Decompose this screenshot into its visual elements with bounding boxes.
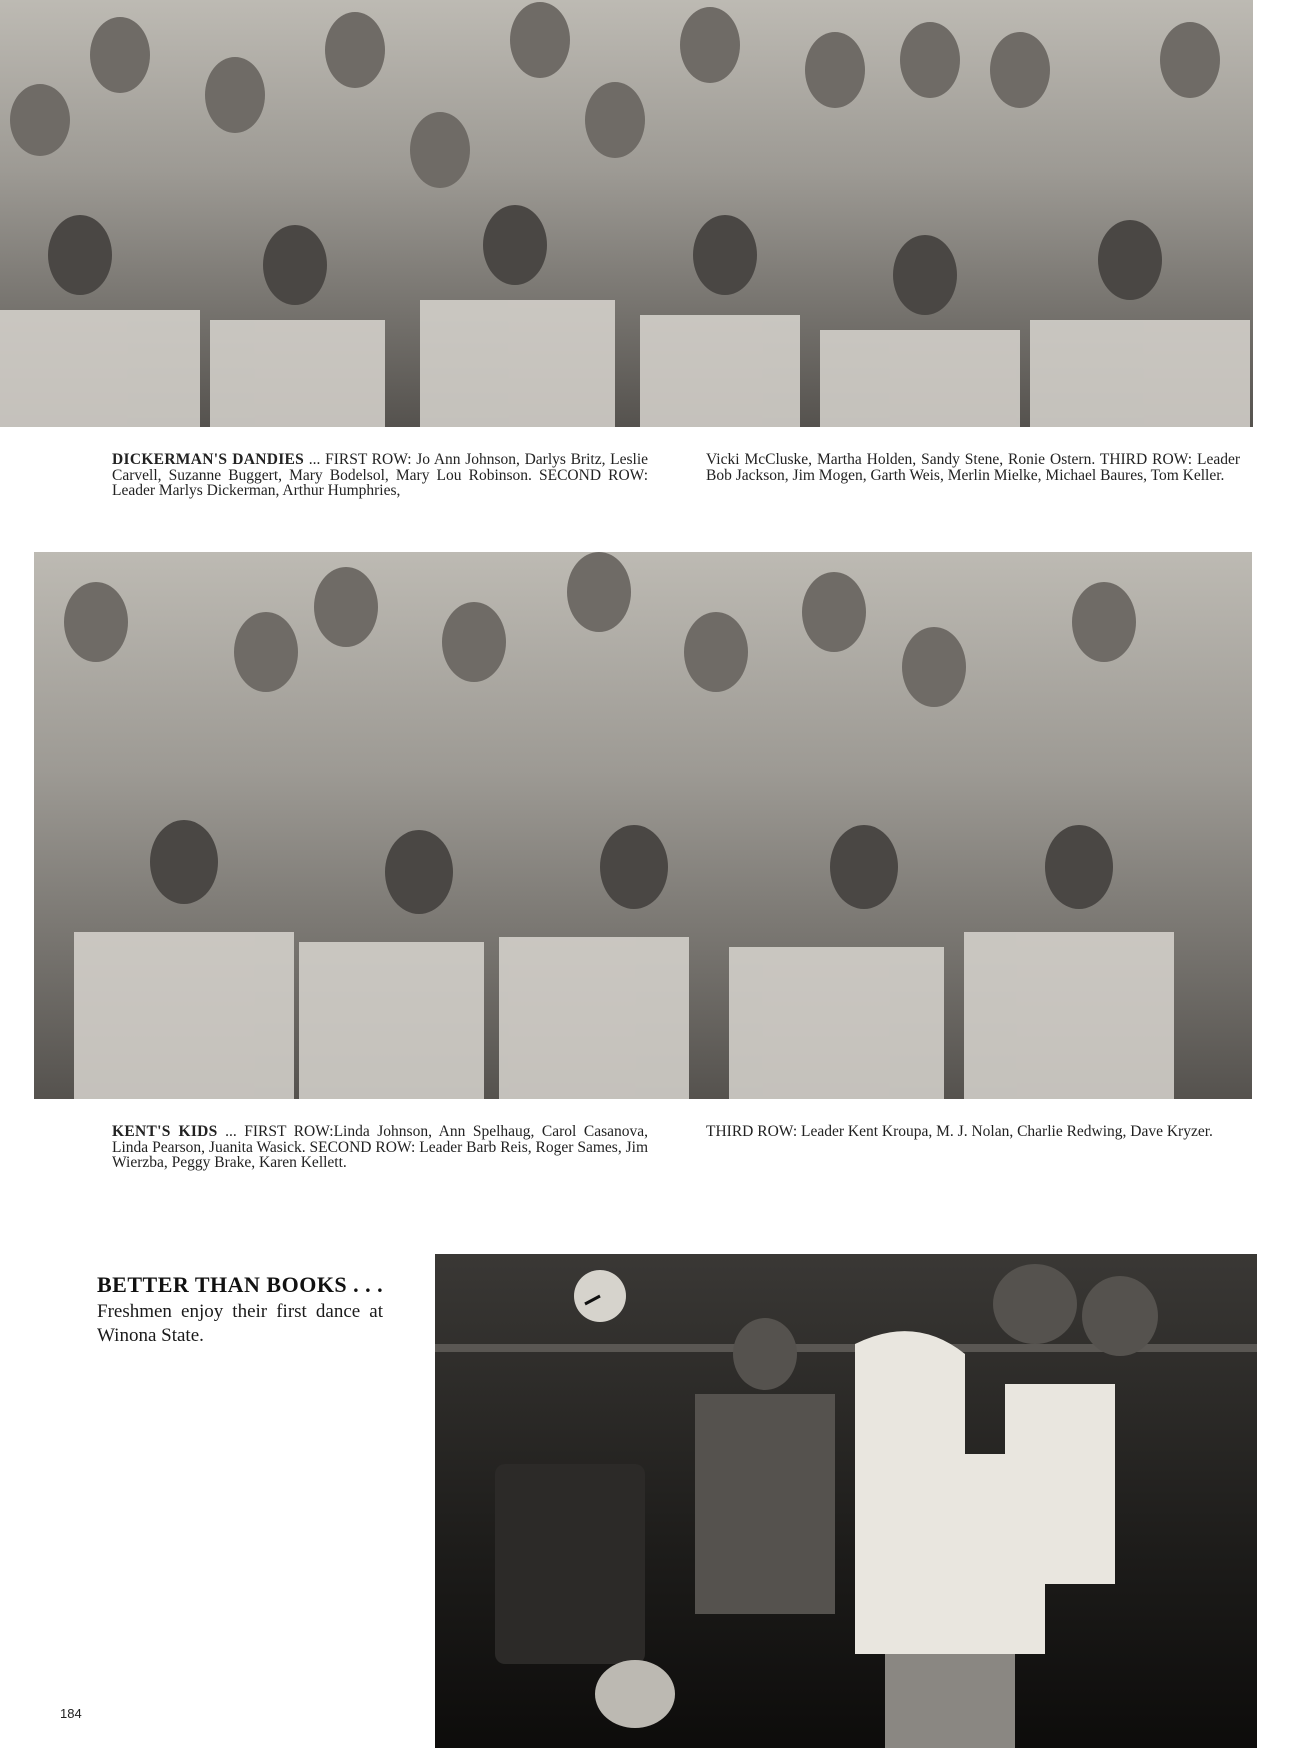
caption-text: ... FIRST ROW:Linda Johnson, Ann Spelhaug, Carol Casanova, Linda Pearson, Juanita Wasick. SECOND ROW: Leader Barb Reis, Roger Sames, Jim Wierzba, Peggy Brake, Karen Kellett.: [112, 1123, 649, 1171]
group-photo-icon: [34, 552, 1252, 1099]
caption-text: THIRD ROW: Leader Kent Kroupa, M. J. Nolan, Charlie Redwing, Dave Kryzer.: [706, 1123, 1213, 1140]
dance-photo-icon: [435, 1254, 1257, 1748]
page-number: 184: [60, 1706, 82, 1721]
group-photo-dickermans-dandies: [0, 0, 1253, 427]
caption-text: Vicki McCluske, Martha Holden, Sandy Stene, Ronie Ostern. THIRD ROW: Leader Bob Jackson, Jim Mogen, Garth Weis, Merlin Mielke, Michael Baures, Tom Keller.: [706, 451, 1240, 484]
caption-kents-kids-right: [706, 1124, 1240, 1140]
group-title: KENT'S KIDS: [112, 1123, 218, 1140]
caption-kents-kids-left: [112, 1124, 648, 1171]
caption-text: ... FIRST ROW: Jo Ann Johnson, Darlys Britz, Leslie Carvell, Suzanne Buggert, Mary Bodelsol, Mary Lou Robinson. SECOND ROW: Leader Marlys Dickerman, Arthur Humphries,: [112, 451, 648, 499]
dance-photo: [435, 1254, 1257, 1748]
caption-dickermans-dandies-right: [706, 452, 1240, 483]
feature-headline: BETTER THAN BOOKS . . .: [97, 1272, 384, 1297]
caption-dickermans-dandies-left: [112, 452, 648, 499]
group-title: DICKERMAN'S DANDIES: [112, 451, 305, 468]
group-photo-kents-kids: [34, 552, 1252, 1099]
feature-text: Freshmen enjoy their first dance at Winona State.: [97, 1301, 383, 1346]
group-photo-icon: [0, 0, 1253, 427]
